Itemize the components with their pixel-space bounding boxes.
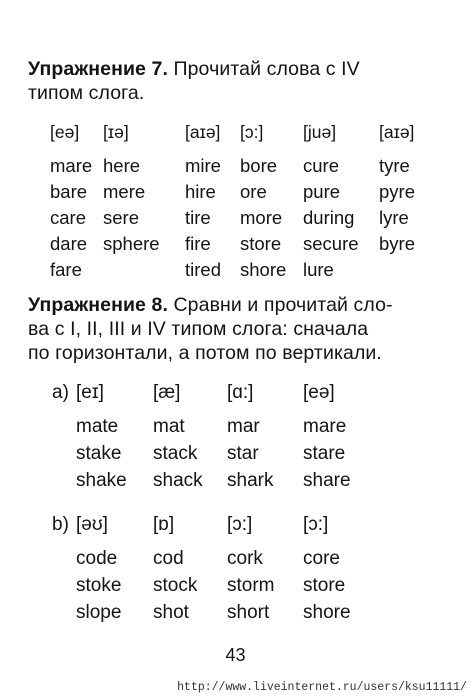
word: sere <box>103 207 139 228</box>
part-label: b) <box>52 514 69 535</box>
transcription: [ɒ] <box>153 514 175 535</box>
transcription: [eə] <box>303 382 335 403</box>
word: cork <box>227 547 263 569</box>
word: stock <box>153 574 198 596</box>
word: tyre <box>379 155 410 176</box>
word-row <box>50 153 460 179</box>
word: tire <box>185 207 211 228</box>
word: bore <box>240 155 278 176</box>
source-url-watermark: http://www.liveinternet.ru/users/ksu11111/ <box>177 681 467 694</box>
transcription: [ɔ:] <box>240 121 264 142</box>
exercise-8-line-2: ва с I, II, III и IV типом слога: сначала <box>28 318 369 340</box>
transcription: [əʊ] <box>76 514 108 535</box>
word: stake <box>76 442 122 464</box>
transcription: [ɔ:] <box>303 514 329 535</box>
word: short <box>227 601 270 623</box>
word: shore <box>303 601 351 623</box>
word: fare <box>50 259 82 280</box>
word: during <box>303 207 355 228</box>
word: storm <box>227 574 275 596</box>
word: store <box>240 233 282 254</box>
word: ore <box>240 181 267 202</box>
word-row <box>52 572 432 599</box>
exercise-7-heading <box>28 57 448 105</box>
word: mere <box>103 181 146 202</box>
word: pure <box>303 181 341 202</box>
word: pyre <box>379 181 415 202</box>
word: tired <box>185 259 221 280</box>
word: slope <box>76 601 122 623</box>
word: cure <box>303 155 339 176</box>
word: mire <box>185 155 221 176</box>
exercise-7-word-grid <box>50 117 460 283</box>
word: fire <box>185 233 211 254</box>
word: mare <box>303 415 347 437</box>
exercise-8-part-b <box>52 509 432 626</box>
word: sphere <box>103 233 160 254</box>
word: share <box>303 469 351 491</box>
word: shark <box>227 469 274 491</box>
word-row <box>52 413 432 440</box>
exercise-8-heading <box>28 293 448 365</box>
word: shake <box>76 469 127 491</box>
word-row <box>50 231 460 257</box>
word-row <box>52 440 432 467</box>
word: secure <box>303 233 359 254</box>
exercise-8-part-a <box>52 377 432 494</box>
word: dare <box>50 233 88 254</box>
transcription-row <box>52 377 432 409</box>
exercise-7-label: Упражнение 7. <box>28 58 168 80</box>
word: mate <box>76 415 119 437</box>
exercise-8-instruction: Сравни и прочитай сло- <box>173 294 393 316</box>
transcription: [ɔ:] <box>227 514 253 535</box>
word-row <box>52 599 432 626</box>
word: mar <box>227 415 260 437</box>
word: lure <box>303 259 334 280</box>
word: core <box>303 547 340 569</box>
part-label: a) <box>52 382 69 403</box>
transcription: [æ] <box>153 382 181 403</box>
transcription: [ɑ:] <box>227 382 254 403</box>
word: shore <box>240 259 287 280</box>
exercise-7-instruction: Прочитай слова с IV <box>173 58 360 80</box>
word: bare <box>50 181 88 202</box>
word: code <box>76 547 118 569</box>
word: stack <box>153 442 198 464</box>
exercise-7-line-2: типом слога. <box>28 82 145 104</box>
word: more <box>240 207 283 228</box>
transcription-row <box>50 117 460 147</box>
transcription: [juə] <box>303 121 337 142</box>
word: lyre <box>379 207 409 228</box>
word: stare <box>303 442 346 464</box>
transcription: [aɪə] <box>185 121 221 142</box>
word-row <box>50 205 460 231</box>
word-row <box>52 467 432 494</box>
exercise-8-label: Упражнение 8. <box>28 294 168 316</box>
word: store <box>303 574 346 596</box>
word: care <box>50 207 86 228</box>
word: shot <box>153 601 189 623</box>
transcription: [eɪ] <box>76 382 104 403</box>
word-row <box>50 257 460 283</box>
word-row <box>50 179 460 205</box>
word: here <box>103 155 141 176</box>
word: hire <box>185 181 216 202</box>
word: mare <box>50 155 93 176</box>
word: shack <box>153 469 203 491</box>
word: stoke <box>76 574 122 596</box>
transcription-row <box>52 509 432 541</box>
transcription: [ɪə] <box>103 121 129 142</box>
word: cod <box>153 547 184 569</box>
word: byre <box>379 233 415 254</box>
exercise-8-line-1 <box>28 293 448 317</box>
word: mat <box>153 415 185 437</box>
word-row <box>52 545 432 572</box>
transcription: [eə] <box>50 121 80 142</box>
exercise-7-line-1 <box>28 57 448 81</box>
exercise-8-line-3: по горизонтали, а потом по вертикали. <box>28 342 382 364</box>
page-number: 43 <box>225 645 246 665</box>
word: star <box>227 442 259 464</box>
transcription: [aɪə] <box>379 121 415 142</box>
